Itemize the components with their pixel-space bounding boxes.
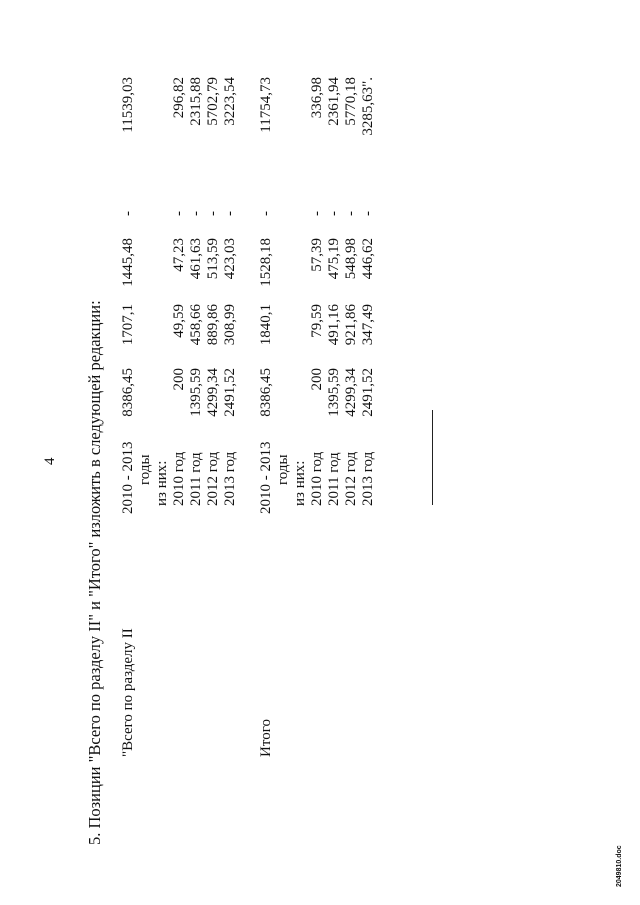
dash: - [188, 211, 204, 216]
row-value-4: 5770,18 [343, 77, 359, 126]
row-value-4: 3223,54 [222, 77, 238, 126]
row-label: 2012 год [343, 451, 359, 506]
row-value-2: 889,86 [205, 304, 221, 346]
row-value-2: 308,99 [222, 304, 238, 346]
closing-divider-line [432, 410, 433, 505]
row-value-2: 347,49 [360, 304, 376, 346]
table-row [343, 0, 360, 905]
row-label: 2011 год [188, 452, 204, 506]
row-value-3: 446,62 [360, 238, 376, 280]
dash: - [360, 211, 376, 216]
page-number: 4 [42, 457, 58, 465]
totals-row [258, 0, 275, 905]
row-value-3: 57,39 [309, 238, 325, 272]
period-label: 2010 - 2013 [258, 441, 274, 514]
intro-paragraph: 5. Позиции "Всего по разделу II" и "Итого" изложить в следующей редакции: [85, 300, 104, 845]
row-value-3: 548,98 [343, 238, 359, 280]
row-value-3: 423,03 [222, 238, 238, 280]
row-value-1: 2491,52 [360, 368, 376, 417]
row-label: 2010 год [171, 451, 187, 506]
total-value-3: 1445,48 [120, 238, 136, 287]
row-value-3: 513,59 [205, 238, 221, 280]
section-title: "Всего по разделу II [120, 628, 136, 757]
dash: - [205, 211, 221, 216]
row-value-4: 2315,88 [188, 77, 204, 126]
dash: - [171, 211, 187, 216]
row-value-1: 2491,52 [222, 368, 238, 417]
row-value-4: 336,98 [309, 77, 325, 119]
dash: - [326, 211, 342, 216]
totals-row [120, 0, 137, 905]
table-row [326, 0, 343, 905]
file-name: 2049810.doc [616, 845, 623, 887]
row-value-2: 79,59 [309, 304, 325, 338]
dash: - [343, 211, 359, 216]
row-value-2: 491,16 [326, 304, 342, 346]
row-value-3: 47,23 [171, 238, 187, 272]
row-value-1: 200 [171, 368, 187, 391]
total-value-2: 1840,1 [258, 304, 274, 346]
total-value-3: 1528,18 [258, 238, 274, 287]
row-value-4: 2361,94 [326, 77, 342, 126]
period-label: 2010 - 2013 [120, 441, 136, 514]
total-value-4: 11539,03 [120, 77, 136, 133]
total-value-2: 1707,1 [120, 304, 136, 346]
dash: - [222, 211, 238, 216]
table-row [171, 0, 188, 905]
total-value-4: 11754,73 [258, 77, 274, 133]
row-value-2: 49,59 [171, 304, 187, 338]
row-value-2: 458,66 [188, 304, 204, 346]
table-row [360, 0, 377, 905]
row-label: 2013 год [222, 451, 238, 506]
row-value-1: 4299,34 [343, 368, 359, 417]
row-value-3: 475,19 [326, 238, 342, 280]
row-label: 2010 год [309, 451, 325, 506]
row-value-4: 3285,63". [360, 77, 376, 136]
table-row [222, 0, 239, 905]
row-label: 2013 год [360, 451, 376, 506]
table-row [205, 0, 222, 905]
dash: - [120, 211, 136, 216]
dash: - [258, 211, 274, 216]
section-title: Итого [258, 719, 274, 757]
row-label: 2012 год [205, 451, 221, 506]
row-value-1: 1395,59 [326, 368, 342, 417]
row-label: 2011 год [326, 452, 342, 506]
row-value-4: 5702,79 [205, 77, 221, 126]
period-label-years: годы [275, 454, 291, 485]
row-value-3: 461,63 [188, 238, 204, 280]
row-value-1: 4299,34 [205, 368, 221, 417]
total-value-1: 8386,45 [120, 368, 136, 417]
row-value-2: 921,86 [343, 304, 359, 346]
row-value-4: 296,82 [171, 77, 187, 119]
dash: - [309, 211, 325, 216]
row-value-1: 1395,59 [188, 368, 204, 417]
total-value-1: 8386,45 [258, 368, 274, 417]
subheading: из них: [154, 460, 170, 506]
table-row [309, 0, 326, 905]
table-row [188, 0, 205, 905]
row-value-1: 200 [309, 368, 325, 391]
period-label-years: годы [137, 454, 153, 485]
subheading: из них: [292, 460, 308, 506]
